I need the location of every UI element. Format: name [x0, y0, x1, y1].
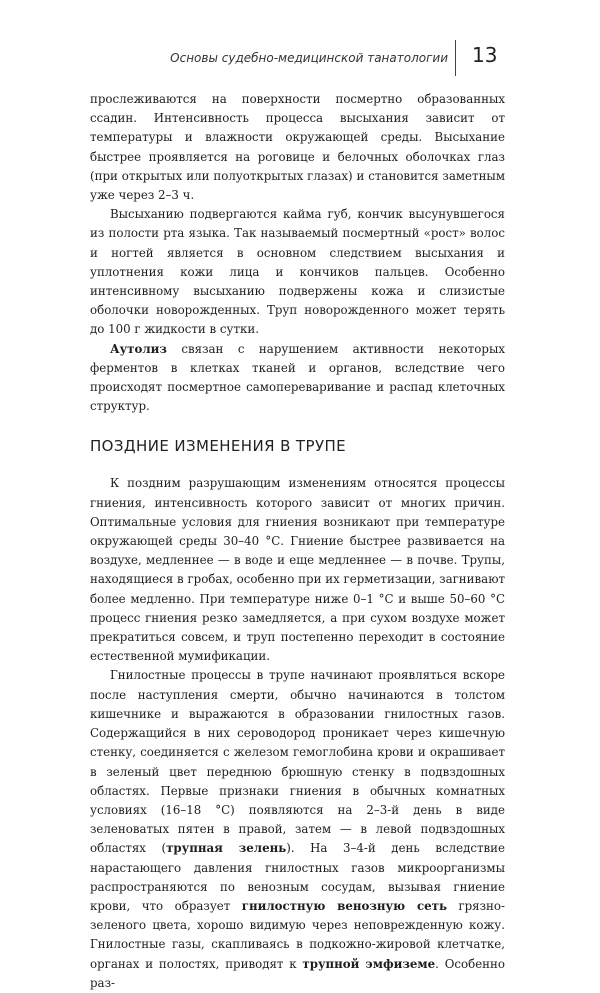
page-number: 13	[472, 43, 498, 67]
paragraph-5-part-2: ). На 3–4-й день вследствие нарастающего давления гнилостных газов микроорганизмы распространяются по венозным сосудам, вызывая гниение крови, что образует	[90, 841, 505, 913]
paragraph-5-part-4: . Особенно раз-	[90, 956, 506, 990]
running-title: Основы судебно-медицинской танатологии	[170, 51, 448, 65]
paragraph-2: Высыханию подвергаются кайма губ, кончик высунувшегося из полости рта языка. Так называемый посмертный «рост» волос и ногтей является в основном следствием высыхания и уплотнения кожи лица и кончиков пальцев. Особенно интенсивному высыханию подвержены кожа и слизистые оболочки новорожденных. Труп новорожденного может терять до 100 г жидкости в сутки.	[90, 207, 505, 337]
paragraph-4: К поздним разрушающим изменениям относятся процессы гниения, интенсивность которого зависит от многих причин. Оптимальные условия для гниения возникают при температуре окружающей среды 30–40 °С. Гниение быстрее развивается на воздухе, медленнее — в воде и еще медленнее — в почве. Трупы, находящиеся в гробах, особенно при их герметизации, загнивают более медленно. При температуре ниже 0–1 °С и выше 50–60 °С процесс гниения резко замедляется, а при сухом воздухе может прекратиться совсем, и труп постепенно переходит в состояние естественной мумификации.	[90, 476, 505, 664]
paragraph-3	[90, 340, 505, 417]
paragraph-5-part-3: грязно-зеленого цвета, хорошо видимую через неповрежденную кожу. Гнилостные газы, скапливаясь в подкожно-жировой клетчатке, органах и полостях, приводят к	[90, 898, 505, 971]
paragraph-5	[90, 666, 505, 992]
body-text	[90, 90, 505, 993]
term-emphysema: трупной эмфиземе	[302, 956, 436, 971]
header-divider	[455, 40, 456, 76]
section-heading: ПОЗДНИЕ ИЗМЕНЕНИЯ В ТРУПЕ	[90, 437, 347, 456]
page-header	[0, 40, 600, 76]
term-autolysis: Аутолиз	[110, 341, 167, 356]
paragraph-1: прослеживаются на поверхности посмертно образованных ссадин. Интенсивность процесса высыхания зависит от температуры и влажности окружающей среды. Высыхание быстрее проявляется на роговице и белочных оболочках глаз (при открытых или полуоткрытых глазах) и становится заметным уже через 2–3 ч.	[90, 92, 505, 203]
paragraph-3-text: связан с нарушением активности некоторых ферментов в клетках тканей и органов, вследствие чего происходят посмертное самопереваривание и распад клеточных структур.	[90, 341, 505, 414]
paragraph-5-part-1: Гнилостные процессы в трупе начинают проявляться вскоре после наступления смерти, обычно начинаются в толстом кишечнике и выражаются в образовании гнилостных газов. Содержащийся в них сероводород проникает через кишечную стенку, соединяется с железом гемоглобина крови и окрашивает в зеленый цвет переднюю брюшную стенку в подвздошных областях. Первые признаки гниения в обычных комнатных условиях (16–18 °С) появляются на 2–3-й день в виде зеленоватых пятен в правой, затем — в левой подвздошных областях (	[90, 668, 505, 856]
term-venous-network: гнилостную венозную сеть	[241, 898, 447, 913]
term-cadaveric-green: трупная зелень	[166, 841, 287, 856]
